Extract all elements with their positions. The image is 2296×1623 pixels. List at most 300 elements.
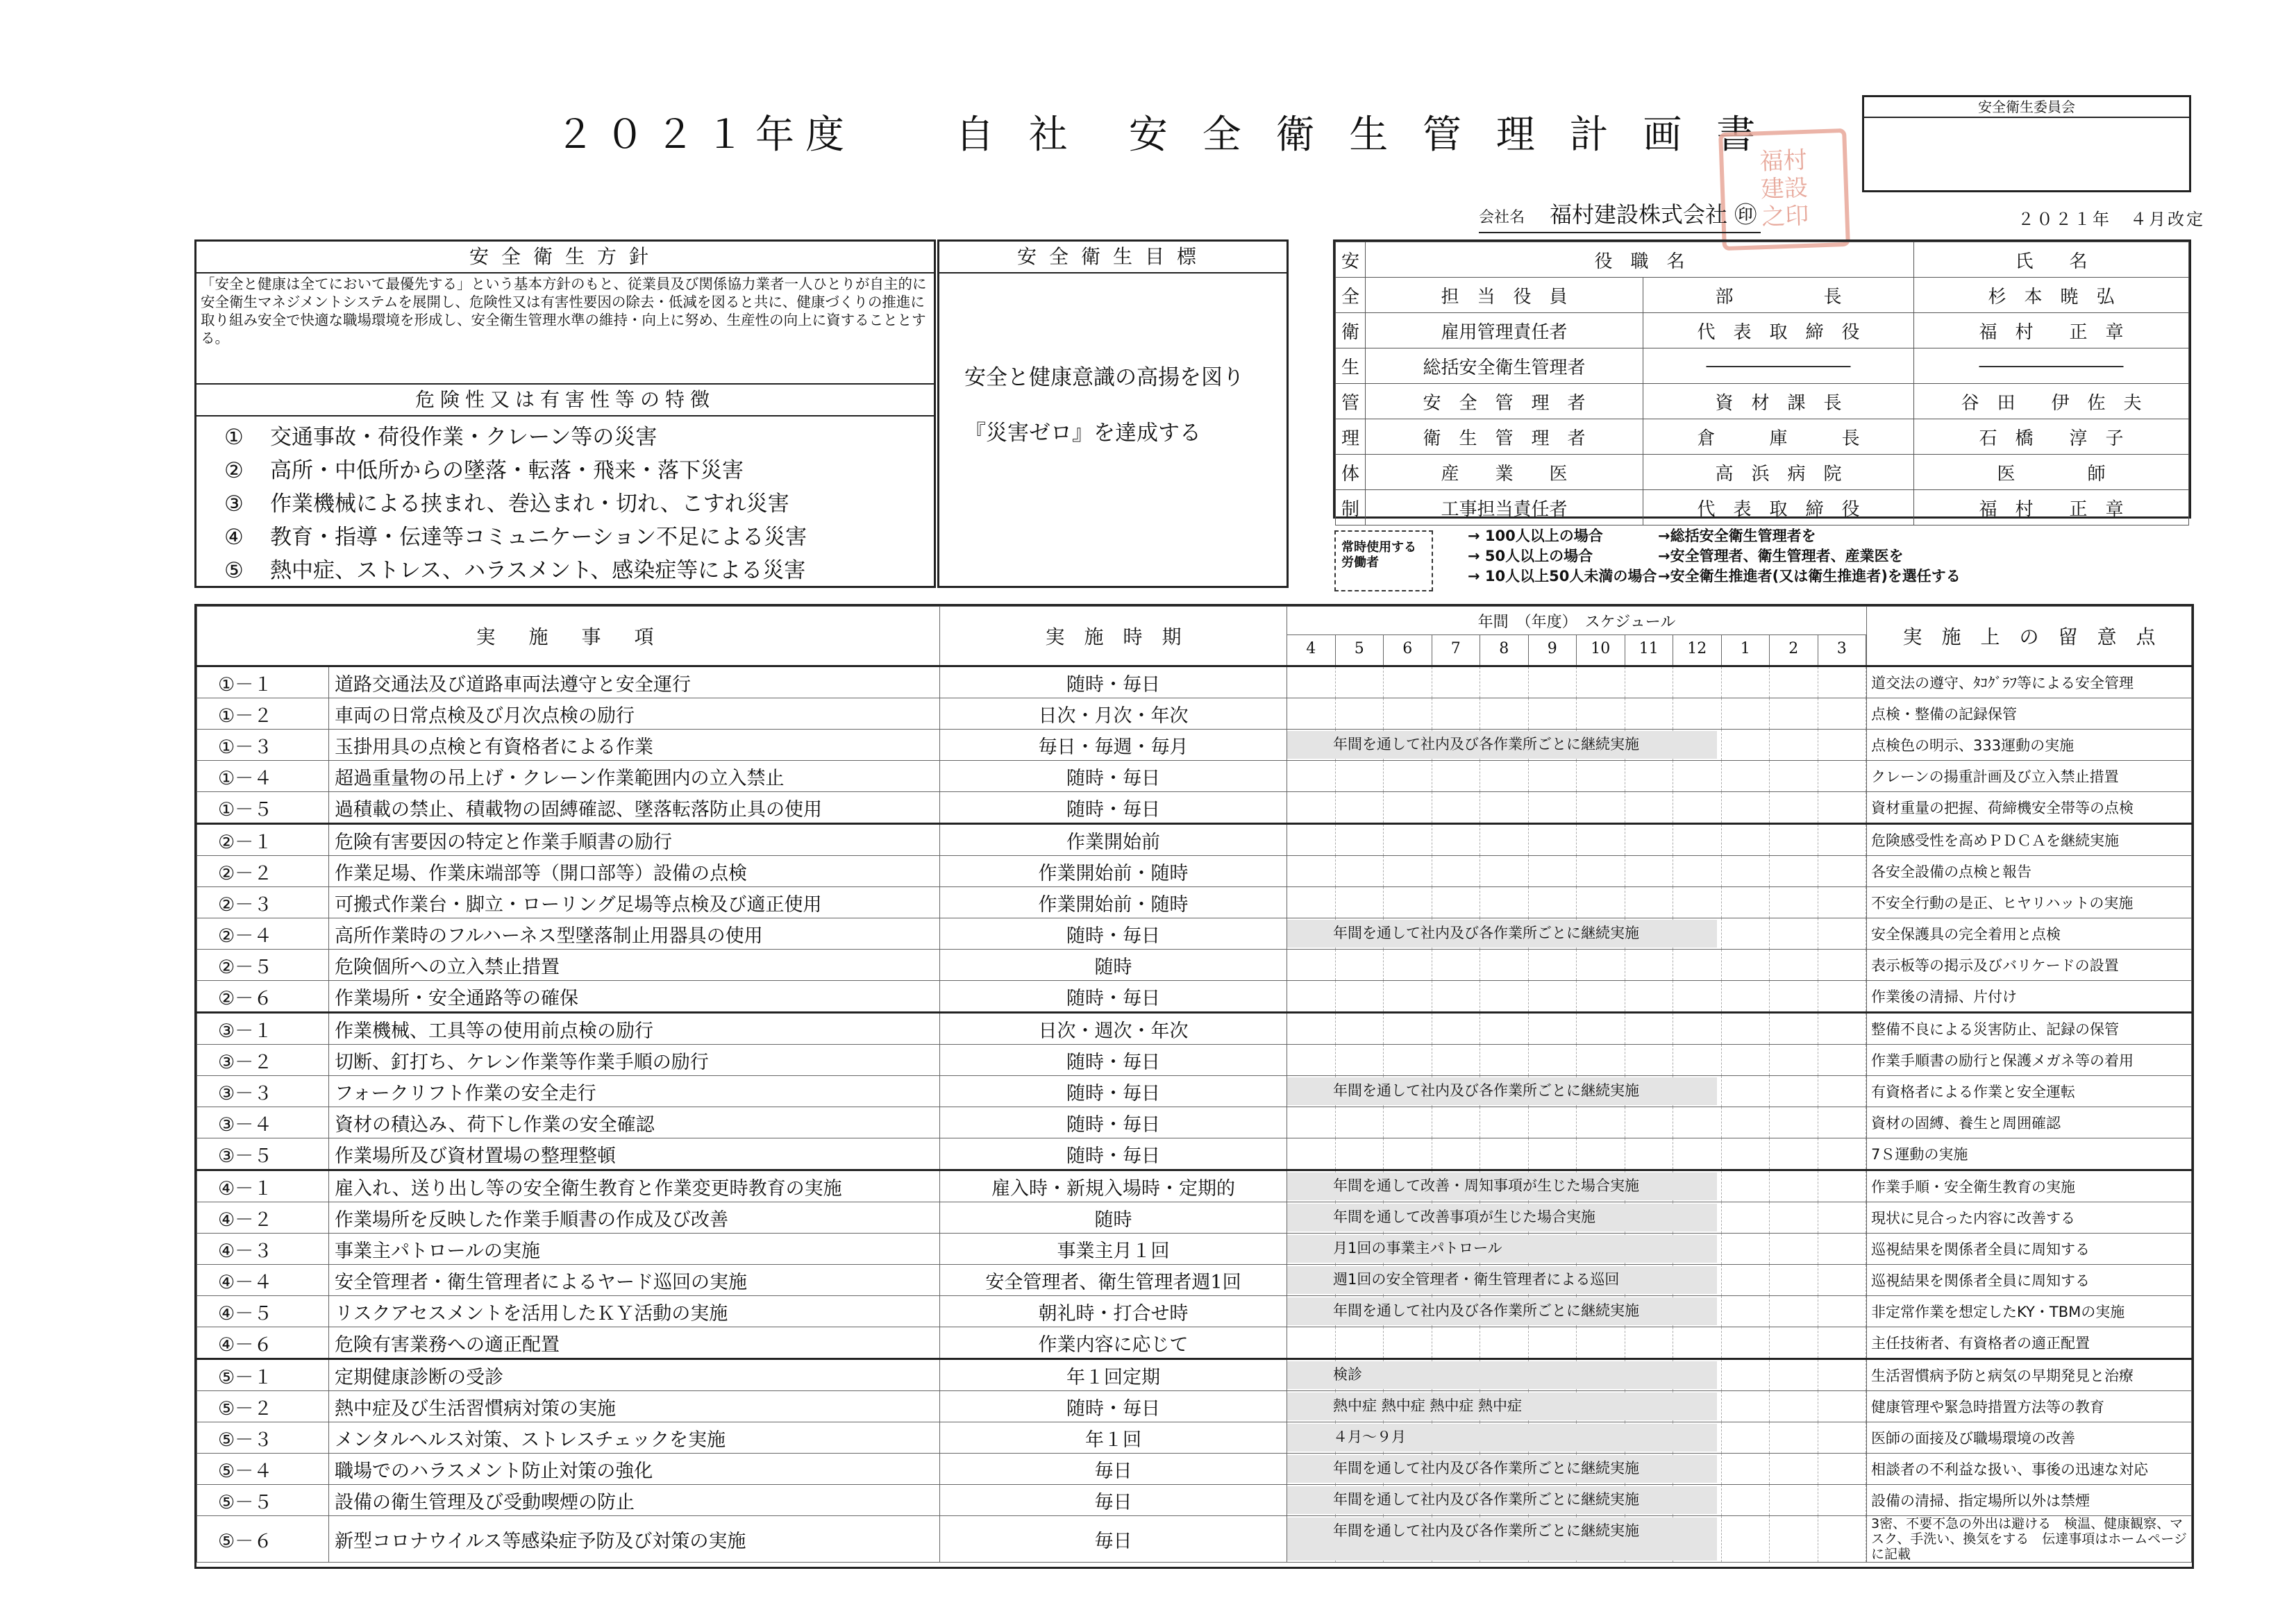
month-label: 4 bbox=[1287, 635, 1336, 665]
plan-row-item: 車両の日常点検及び月次点検の励行 bbox=[329, 698, 940, 730]
plan-row-number: ⑤－１ bbox=[197, 1359, 329, 1391]
policy-header: 安全衛生方針 bbox=[196, 242, 934, 274]
plan-row-time: 随時・毎日 bbox=[940, 1107, 1287, 1138]
schedule-cell bbox=[1722, 792, 1770, 823]
org-side-char: 体 bbox=[1336, 455, 1366, 490]
schedule-cell bbox=[1432, 825, 1481, 855]
month-label: 12 bbox=[1673, 635, 1722, 665]
schedule-cell bbox=[1770, 730, 1818, 760]
schedule-cell bbox=[1529, 825, 1577, 855]
org-title: 倉 庫 長 bbox=[1643, 419, 1914, 455]
hazard-number: ③ bbox=[224, 491, 244, 516]
schedule-cell bbox=[1818, 761, 1867, 791]
schedule-cell bbox=[1770, 1391, 1818, 1422]
plan-row-time: 随時・毎日 bbox=[940, 666, 1287, 698]
schedule-cell bbox=[1287, 1327, 1336, 1358]
plan-row-note: 主任技術者、有資格者の適正配置 bbox=[1867, 1327, 2192, 1359]
header-item: 実 施 事 項 bbox=[197, 607, 940, 666]
plan-row-number: ①－１ bbox=[197, 666, 329, 698]
plan-row-number: ②－５ bbox=[197, 950, 329, 981]
plan-row-number: ③－２ bbox=[197, 1045, 329, 1076]
plan-row-number: ④－２ bbox=[197, 1202, 329, 1234]
plan-row-time: 雇入時・新規入場時・定期的 bbox=[940, 1170, 1287, 1202]
plan-row-schedule bbox=[1287, 887, 1867, 918]
plan-row-number: ④－４ bbox=[197, 1265, 329, 1296]
schedule-cell bbox=[1722, 1202, 1770, 1233]
org-side-char: 安 bbox=[1336, 242, 1366, 278]
plan-row-item: 職場でのハラスメント防止対策の強化 bbox=[329, 1454, 940, 1485]
schedule-cell bbox=[1577, 856, 1625, 886]
plan-row-note: 医師の面接及び職場環境の改善 bbox=[1867, 1422, 2192, 1454]
schedule-cell bbox=[1577, 1014, 1625, 1044]
schedule-cell bbox=[1384, 950, 1432, 980]
schedule-cell bbox=[1770, 1516, 1818, 1562]
schedule-cell bbox=[1818, 856, 1867, 886]
schedule-grid bbox=[1287, 1327, 1866, 1358]
plan-row-time: 日次・月次・年次 bbox=[940, 698, 1287, 730]
plan-row-time: 作業内容に応じて bbox=[940, 1327, 1287, 1359]
schedule-cell bbox=[1625, 1014, 1674, 1044]
schedule-cell bbox=[1432, 1138, 1481, 1169]
plan-row-item: 安全管理者・衛生管理者によるヤード巡回の実施 bbox=[329, 1265, 940, 1296]
plan-row-schedule bbox=[1287, 1170, 1867, 1202]
schedule-cell bbox=[1384, 698, 1432, 729]
schedule-cell bbox=[1336, 1045, 1384, 1075]
schedule-cell bbox=[1336, 825, 1384, 855]
schedule-cell bbox=[1336, 1138, 1384, 1169]
plan-row-time: 毎日 bbox=[940, 1454, 1287, 1485]
schedule-cell bbox=[1770, 1296, 1818, 1327]
org-row bbox=[1336, 348, 2189, 384]
schedule-cell bbox=[1722, 825, 1770, 855]
plan-row-note: 作業手順書の励行と保護メガネ等の着用 bbox=[1867, 1045, 2192, 1076]
plan-row-number: ①－４ bbox=[197, 761, 329, 792]
plan-row-number: ⑤－５ bbox=[197, 1485, 329, 1516]
schedule-bar: 年間を通して社内及び各作業所ごとに継続実施 bbox=[1287, 1455, 1717, 1483]
plan-row-number: ④－５ bbox=[197, 1296, 329, 1327]
hazard-list bbox=[196, 417, 934, 587]
plan-row-number: ③－３ bbox=[197, 1076, 329, 1107]
schedule-bar: 月1回の事業主パトロール bbox=[1287, 1235, 1717, 1263]
plan-row-note: 有資格者による作業と安全運転 bbox=[1867, 1076, 2192, 1107]
plan-row-item: メンタルヘルス対策、ストレスチェックを実施 bbox=[329, 1422, 940, 1454]
plan-row-note: 3密、不要不急の外出は避ける 検温、健康観察、マスク、手洗い、換気をする 伝達事項はホームページに記載 bbox=[1867, 1516, 2192, 1563]
plan-row-item: 熱中症及び生活習慣病対策の実施 bbox=[329, 1391, 940, 1422]
org-role: 担 当 役 員 bbox=[1366, 278, 1643, 313]
plan-row-schedule bbox=[1287, 1485, 1867, 1516]
schedule-cell bbox=[1577, 950, 1625, 980]
schedule-cell bbox=[1529, 1138, 1577, 1169]
schedule-bar: 年間を通して社内及び各作業所ごとに継続実施 bbox=[1287, 1297, 1717, 1325]
org-title: 部 長 bbox=[1643, 278, 1914, 313]
plan-row bbox=[197, 792, 2192, 824]
hazard-number: ⑤ bbox=[224, 558, 244, 583]
plan-row-time: 随時 bbox=[940, 1202, 1287, 1234]
schedule-cell bbox=[1770, 1485, 1818, 1515]
schedule-cell bbox=[1722, 1516, 1770, 1562]
plan-row-note: クレーンの揚重計画及び立入禁止措置 bbox=[1867, 761, 2192, 792]
org-title: 代 表 取 締 役 bbox=[1643, 313, 1914, 348]
schedule-cell bbox=[1577, 887, 1625, 918]
org-role: 工事担当責任者 bbox=[1366, 490, 1643, 525]
org-title: 資 材 課 長 bbox=[1643, 384, 1914, 419]
plan-row bbox=[197, 761, 2192, 792]
schedule-cell bbox=[1673, 1014, 1722, 1044]
schedule-cell bbox=[1722, 1360, 1770, 1390]
schedule-cell bbox=[1673, 1045, 1722, 1075]
schedule-cell bbox=[1722, 1234, 1770, 1264]
schedule-cell bbox=[1625, 887, 1674, 918]
schedule-cell bbox=[1287, 1045, 1336, 1075]
schedule-cell bbox=[1722, 1454, 1770, 1484]
header-schedule: 年間 （年度） スケジュール bbox=[1287, 607, 1867, 635]
hazard-item bbox=[224, 487, 934, 521]
schedule-bar: 検診 bbox=[1287, 1361, 1717, 1389]
org-row bbox=[1336, 278, 2189, 313]
schedule-cell bbox=[1529, 1107, 1577, 1138]
schedule-cell bbox=[1722, 981, 1770, 1011]
plan-row-note: 生活習慣病予防と病気の早期発見と治療 bbox=[1867, 1359, 2192, 1391]
schedule-cell bbox=[1577, 667, 1625, 698]
schedule-cell bbox=[1818, 698, 1867, 729]
plan-row bbox=[197, 1045, 2192, 1076]
schedule-cell bbox=[1480, 1138, 1529, 1169]
schedule-grid bbox=[1287, 981, 1866, 1011]
schedule-cell bbox=[1336, 950, 1384, 980]
schedule-bar: 熱中症 熱中症 熱中症 熱中症 bbox=[1287, 1393, 1717, 1420]
schedule-cell bbox=[1384, 1107, 1432, 1138]
schedule-cell bbox=[1673, 1327, 1722, 1358]
hazard-item bbox=[224, 454, 934, 487]
schedule-cell bbox=[1818, 667, 1867, 698]
org-col-title: 役 職 名 bbox=[1366, 242, 1914, 278]
plan-row-number: ⑤－４ bbox=[197, 1454, 329, 1485]
plan-row-note: 安全保護具の完全着用と点検 bbox=[1867, 918, 2192, 950]
schedule-cell bbox=[1770, 761, 1818, 791]
schedule-cell bbox=[1529, 1327, 1577, 1358]
schedule-cell bbox=[1722, 1422, 1770, 1453]
plan-row-schedule bbox=[1287, 1296, 1867, 1327]
schedule-cell bbox=[1625, 825, 1674, 855]
schedule-cell bbox=[1770, 1265, 1818, 1295]
month-label: 1 bbox=[1722, 635, 1770, 665]
schedule-cell bbox=[1770, 918, 1818, 949]
plan-row-time: 随時 bbox=[940, 950, 1287, 981]
schedule-cell bbox=[1384, 1045, 1432, 1075]
schedule-cell bbox=[1818, 1391, 1867, 1422]
hazard-text: 高所・中低所からの墜落・転落・飛来・落下災害 bbox=[270, 458, 744, 483]
schedule-cell bbox=[1432, 950, 1481, 980]
company-label: 会社名 bbox=[1479, 209, 1525, 226]
schedule-cell bbox=[1287, 792, 1336, 823]
plan-row-note: 各安全設備の点検と報告 bbox=[1867, 856, 2192, 887]
schedule-cell bbox=[1287, 981, 1336, 1011]
plan-row-schedule bbox=[1287, 824, 1867, 856]
committee-label: 安全衛生委員会 bbox=[1864, 97, 2189, 118]
schedule-cell bbox=[1818, 792, 1867, 823]
org-row bbox=[1336, 313, 2189, 348]
schedule-cell bbox=[1722, 1171, 1770, 1202]
plan-row-number: ③－４ bbox=[197, 1107, 329, 1138]
plan-row-item: 高所作業時のフルハーネス型墜落制止用器具の使用 bbox=[329, 918, 940, 950]
schedule-cell bbox=[1770, 825, 1818, 855]
goal-header: 安全衛生目標 bbox=[939, 242, 1287, 274]
plan-row-note: 作業後の清掃、片付け bbox=[1867, 981, 2192, 1013]
plan-row-number: ④－３ bbox=[197, 1234, 329, 1265]
plan-row-time: 随時・毎日 bbox=[940, 1076, 1287, 1107]
plan-row-number: ⑤－３ bbox=[197, 1422, 329, 1454]
schedule-cell bbox=[1480, 981, 1529, 1011]
org-side-char: 管 bbox=[1336, 384, 1366, 419]
hazard-text: 熱中症、ストレス、ハラスメント、感染症等による災害 bbox=[270, 558, 806, 583]
schedule-cell bbox=[1577, 792, 1625, 823]
plan-row bbox=[197, 950, 2192, 981]
plan-row bbox=[197, 1327, 2192, 1359]
schedule-cell bbox=[1480, 1107, 1529, 1138]
plan-row-schedule bbox=[1287, 1138, 1867, 1170]
schedule-cell bbox=[1432, 698, 1481, 729]
schedule-cell bbox=[1336, 698, 1384, 729]
org-name: 医 師 bbox=[1914, 455, 2189, 490]
schedule-cell bbox=[1480, 698, 1529, 729]
schedule-cell bbox=[1577, 1107, 1625, 1138]
plan-row-time: 事業主月１回 bbox=[940, 1234, 1287, 1265]
schedule-cell bbox=[1529, 1045, 1577, 1075]
plan-row-schedule bbox=[1287, 761, 1867, 792]
month-cells bbox=[1287, 635, 1867, 666]
schedule-cell bbox=[1480, 950, 1529, 980]
plan-row-item: 道路交通法及び道路車両法遵守と安全運行 bbox=[329, 666, 940, 698]
plan-row bbox=[197, 1359, 2192, 1391]
plan-row-note: 表示板等の掲示及びバリケードの設置 bbox=[1867, 950, 2192, 981]
schedule-cell bbox=[1287, 667, 1336, 698]
schedule-cell bbox=[1287, 887, 1336, 918]
schedule-cell bbox=[1673, 825, 1722, 855]
plan-row-schedule bbox=[1287, 856, 1867, 887]
schedule-cell bbox=[1673, 1138, 1722, 1169]
schedule-cell bbox=[1722, 1327, 1770, 1358]
plan-row bbox=[197, 730, 2192, 761]
schedule-cell bbox=[1625, 1138, 1674, 1169]
schedule-cell bbox=[1336, 761, 1384, 791]
plan-row-time: 朝礼時・打合せ時 bbox=[940, 1296, 1287, 1327]
schedule-cell bbox=[1722, 1265, 1770, 1295]
plan-row-item: 玉掛用具の点検と有資格者による作業 bbox=[329, 730, 940, 761]
schedule-cell bbox=[1384, 792, 1432, 823]
month-label: 6 bbox=[1384, 635, 1432, 665]
schedule-grid bbox=[1287, 761, 1866, 791]
plan-row-number: ②－４ bbox=[197, 918, 329, 950]
plan-row-item: 作業場所を反映した作業手順書の作成及び改善 bbox=[329, 1202, 940, 1234]
org-role: 産 業 医 bbox=[1366, 455, 1643, 490]
schedule-grid bbox=[1287, 667, 1866, 698]
schedule-cell bbox=[1673, 667, 1722, 698]
schedule-cell bbox=[1625, 856, 1674, 886]
schedule-cell bbox=[1384, 1014, 1432, 1044]
plan-row-item: 作業場所及び資材置場の整理整頓 bbox=[329, 1138, 940, 1170]
plan-row-note: 作業手順・安全衛生教育の実施 bbox=[1867, 1170, 2192, 1202]
schedule-cell bbox=[1384, 887, 1432, 918]
schedule-cell bbox=[1336, 856, 1384, 886]
company-seal: 福村 建設 之印 bbox=[1718, 128, 1850, 251]
schedule-cell bbox=[1722, 1138, 1770, 1169]
schedule-cell bbox=[1384, 981, 1432, 1011]
schedule-grid bbox=[1287, 950, 1866, 980]
schedule-grid bbox=[1287, 825, 1866, 855]
schedule-cell bbox=[1384, 825, 1432, 855]
schedule-cell bbox=[1432, 887, 1481, 918]
schedule-cell bbox=[1770, 1138, 1818, 1169]
schedule-bar: 年間を通して社内及び各作業所ごとに継続実施 bbox=[1287, 731, 1717, 759]
hazard-item bbox=[224, 521, 934, 554]
schedule-cell bbox=[1722, 1014, 1770, 1044]
plan-row-number: ⑤－６ bbox=[197, 1516, 329, 1563]
schedule-cell bbox=[1529, 792, 1577, 823]
plan-row-schedule bbox=[1287, 698, 1867, 730]
plan-row-schedule bbox=[1287, 1516, 1867, 1563]
plan-row-note: 非定常作業を想定したKY・TBMの実施 bbox=[1867, 1296, 2192, 1327]
plan-row bbox=[197, 1485, 2192, 1516]
schedule-cell bbox=[1625, 1327, 1674, 1358]
plan-row-note: 設備の清掃、指定場所以外は禁煙 bbox=[1867, 1485, 2192, 1516]
plan-row bbox=[197, 1454, 2192, 1485]
plan-row-item: 過積載の禁止、積載物の固縛確認、墜落転落防止具の使用 bbox=[329, 792, 940, 824]
schedule-cell bbox=[1529, 1014, 1577, 1044]
schedule-cell bbox=[1673, 792, 1722, 823]
schedule-cell bbox=[1432, 981, 1481, 1011]
plan-row-number: ③－５ bbox=[197, 1138, 329, 1170]
schedule-cell bbox=[1818, 1014, 1867, 1044]
schedule-cell bbox=[1770, 1076, 1818, 1107]
plan-row-schedule bbox=[1287, 1013, 1867, 1045]
schedule-cell bbox=[1336, 1014, 1384, 1044]
plan-row-time: 日次・週次・年次 bbox=[940, 1013, 1287, 1045]
schedule-cell bbox=[1818, 1516, 1867, 1562]
hazard-text: 作業機械による挟まれ、巻込まれ・切れ、こすれ災害 bbox=[270, 491, 789, 516]
schedule-cell bbox=[1287, 1138, 1336, 1169]
schedule-cell bbox=[1287, 856, 1336, 886]
schedule-cell bbox=[1770, 1107, 1818, 1138]
schedule-cell bbox=[1480, 792, 1529, 823]
plan-row-note: 相談者の不利益な扱い、事後の迅速な対応 bbox=[1867, 1454, 2192, 1485]
plan-row-number: ①－５ bbox=[197, 792, 329, 824]
schedule-cell bbox=[1577, 761, 1625, 791]
plan-row-schedule bbox=[1287, 792, 1867, 824]
plan-row-number: ④－６ bbox=[197, 1327, 329, 1359]
month-label: 2 bbox=[1770, 635, 1818, 665]
plan-row bbox=[197, 698, 2192, 730]
org-box bbox=[1333, 239, 2191, 519]
org-col-name: 氏 名 bbox=[1914, 242, 2189, 278]
schedule-cell bbox=[1770, 981, 1818, 1011]
schedule-cell bbox=[1336, 792, 1384, 823]
schedule-grid bbox=[1287, 792, 1866, 823]
org-table bbox=[1335, 242, 2189, 525]
plan-row-number: ②－３ bbox=[197, 887, 329, 918]
schedule-cell bbox=[1384, 1138, 1432, 1169]
org-name: 福 村 正 章 bbox=[1914, 313, 2189, 348]
schedule-cell bbox=[1480, 1327, 1529, 1358]
plan-row-time: 毎日・毎週・毎月 bbox=[940, 730, 1287, 761]
plan-row-item: 新型コロナウイルス等感染症予防及び対策の実施 bbox=[329, 1516, 940, 1563]
plan-row bbox=[197, 856, 2192, 887]
schedule-cell bbox=[1529, 856, 1577, 886]
month-label: 8 bbox=[1480, 635, 1529, 665]
org-role: 衛 生 管 理 者 bbox=[1366, 419, 1643, 455]
plan-row-note: 点検色の明示、333運動の実施 bbox=[1867, 730, 2192, 761]
legend-condition: → 50人以上の場合 bbox=[1468, 548, 1593, 564]
schedule-cell bbox=[1770, 1360, 1818, 1390]
plan-row-time: 作業開始前・随時 bbox=[940, 887, 1287, 918]
plan-row bbox=[197, 1296, 2192, 1327]
org-side-char: 理 bbox=[1336, 419, 1366, 455]
plan-row-schedule bbox=[1287, 981, 1867, 1013]
schedule-cell bbox=[1673, 981, 1722, 1011]
schedule-cell bbox=[1818, 1360, 1867, 1390]
plan-row-note: 点検・整備の記録保管 bbox=[1867, 698, 2192, 730]
schedule-cell bbox=[1818, 730, 1867, 760]
month-label: 5 bbox=[1336, 635, 1384, 665]
schedule-cell bbox=[1722, 761, 1770, 791]
schedule-cell bbox=[1722, 730, 1770, 760]
schedule-cell bbox=[1770, 667, 1818, 698]
schedule-cell bbox=[1432, 667, 1481, 698]
plan-row-schedule bbox=[1287, 1045, 1867, 1076]
plan-row-item: 定期健康診断の受診 bbox=[329, 1359, 940, 1391]
plan-row-number: ②－２ bbox=[197, 856, 329, 887]
plan-row-time: 毎日 bbox=[940, 1485, 1287, 1516]
schedule-cell bbox=[1480, 1014, 1529, 1044]
schedule-cell bbox=[1529, 887, 1577, 918]
plan-row bbox=[197, 1076, 2192, 1107]
plan-row-item: リスクアセスメントを活用したＫＹ活動の実施 bbox=[329, 1296, 940, 1327]
schedule-cell bbox=[1432, 792, 1481, 823]
schedule-cell bbox=[1818, 1171, 1867, 1202]
plan-row bbox=[197, 1516, 2192, 1563]
schedule-cell bbox=[1384, 856, 1432, 886]
schedule-cell bbox=[1480, 825, 1529, 855]
schedule-cell bbox=[1673, 887, 1722, 918]
plan-row-note: 現状に見合った内容に改善する bbox=[1867, 1202, 2192, 1234]
schedule-cell bbox=[1432, 761, 1481, 791]
plan-row-schedule bbox=[1287, 1391, 1867, 1422]
plan-row bbox=[197, 1013, 2192, 1045]
schedule-cell bbox=[1480, 1045, 1529, 1075]
org-row bbox=[1336, 419, 2189, 455]
schedule-cell bbox=[1818, 1045, 1867, 1075]
schedule-cell bbox=[1384, 761, 1432, 791]
hazard-text: 教育・指導・伝達等コミュニケーション不足による災害 bbox=[270, 525, 807, 550]
schedule-cell bbox=[1625, 1045, 1674, 1075]
schedule-cell bbox=[1818, 1422, 1867, 1453]
schedule-cell bbox=[1625, 761, 1674, 791]
plan-row-item: 資材の積込み、荷下し作業の安全確認 bbox=[329, 1107, 940, 1138]
schedule-cell bbox=[1770, 1234, 1818, 1264]
schedule-cell bbox=[1818, 825, 1867, 855]
schedule-cell bbox=[1287, 825, 1336, 855]
plan-row-number: ③－１ bbox=[197, 1013, 329, 1045]
plan-row-time: 随時・毎日 bbox=[940, 1045, 1287, 1076]
schedule-cell bbox=[1722, 1076, 1770, 1107]
schedule-cell bbox=[1577, 1138, 1625, 1169]
schedule-grid bbox=[1287, 1014, 1866, 1044]
schedule-grid bbox=[1287, 1045, 1866, 1075]
schedule-cell bbox=[1625, 698, 1674, 729]
schedule-cell bbox=[1818, 887, 1867, 918]
schedule-cell bbox=[1722, 856, 1770, 886]
company-line bbox=[1479, 197, 1761, 233]
schedule-cell bbox=[1722, 1045, 1770, 1075]
